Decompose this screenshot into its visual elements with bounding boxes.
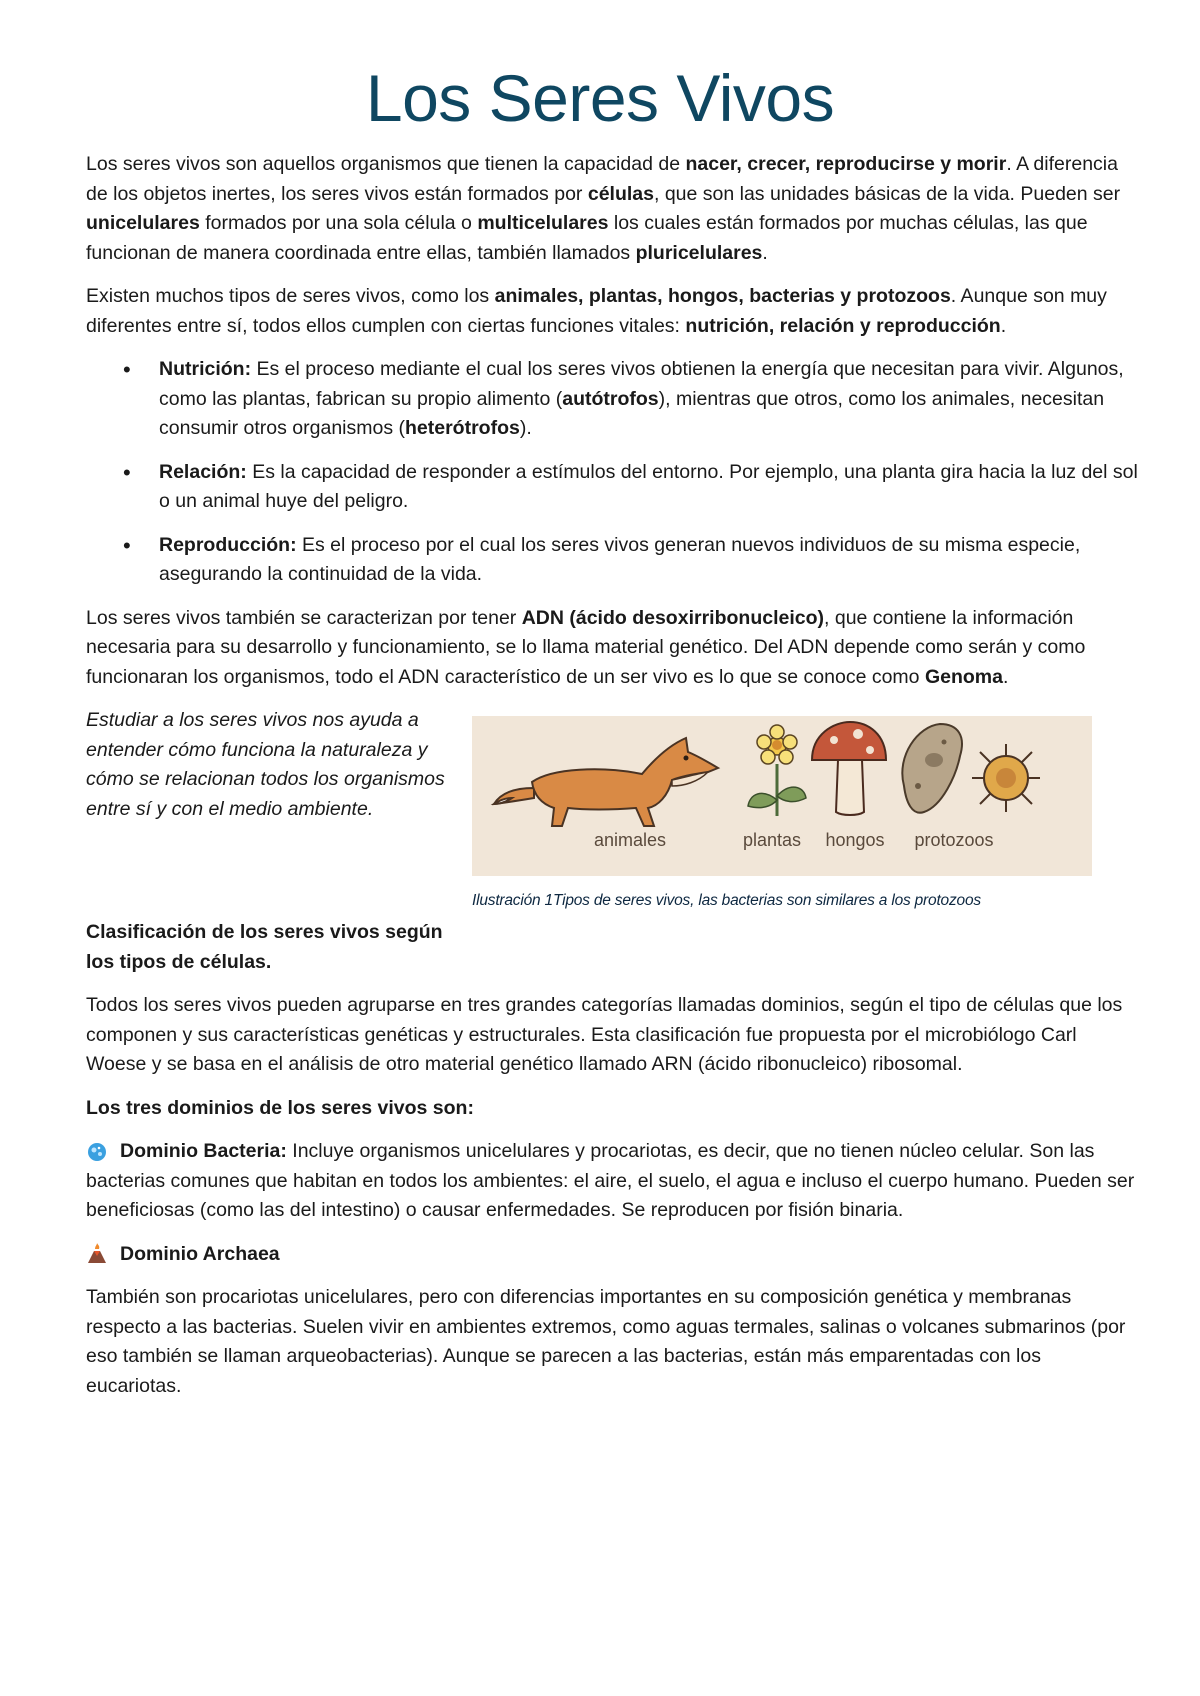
intro-paragraph: Los seres vivos son aquellos organismos que tienen la capacidad de nacer, crecer, reproducirse y morir. A diferencia de los objetos inertes, los seres vivos están formados por células, que son las unidades básicas de la vida. Pueden ser unicelulares formados por una sola célula o multicelulares los cuales están formados por muchas células, las que funcionan de manera coordinada entre ellas, también llamados pluricelulares. [86,153,1121,264]
living-beings-illustration [472,716,1092,876]
domains-heading: Los tres dominios de los seres vivos son: [86,1096,474,1119]
volcano-icon [86,1243,108,1265]
page-title: Los Seres Vivos [365,61,835,135]
protozoa-icon [902,724,962,813]
bacterium-icon [972,744,1040,812]
vital-functions-list [86,355,1138,590]
fox-icon [494,738,718,826]
list-item-relacion: • Relación: Es la capacidad de responder a estímulos del entorno. Por ejemplo, una planta gira hacia la luz del sol o un animal huye del peligro. [159,458,1138,517]
archaea-paragraph: También son procariotas unicelulares, pero con diferencias importantes en su composición genética y membranas respecto a las bacterias. Suelen vivir en ambientes extremos, como aguas termales, salinas o volcanes submarinos (por eso también se llaman arqueobacterias). Aunque se parecen a las bacterias, están más emparentadas con los eucariotas. [86,1286,1126,1397]
types-paragraph: Existen muchos tipos de seres vivos, como los animales, plantas, hongos, bacterias y protozoos. Aunque son muy diferentes entre sí, todos ellos cumplen con ciertas funciones vitales: nutrición, relación y reproducción. [86,285,1107,337]
label-plantas: plantas [742,830,802,850]
flower-icon [748,725,806,816]
figure-caption: Ilustración 1Tipos de seres vivos, las bacterias son similares a los protozoos [472,892,981,909]
label-hongos: hongos [825,830,885,850]
italic-note: Estudiar a los seres vivos nos ayuda a entender cómo funciona la naturaleza y cómo se relacionan todos los organismos entre sí y con el medio ambiente. [86,709,445,820]
domains-intro-paragraph: Todos los seres vivos pueden agruparse en tres grandes categorías llamadas dominios, según el tipo de células que los componen y sus características genéticas y estructurales. Esta clasificación fue propuesta por el microbiólogo Carl Woese y se basa en el análisis de otro material genético llamado ARN (ácido ribonucleico) ribosomal. [86,994,1123,1075]
microbe-icon [86,1141,108,1163]
label-animales: animales [593,830,667,850]
figure-row [86,706,1138,918]
archaea-heading: Dominio Archaea [86,1240,1138,1270]
adn-paragraph: Los seres vivos también se caracterizan por tener ADN (ácido desoxirribonucleico), que contiene la información necesaria para su desarrollo y funcionamiento, se lo llama material genético. Del ADN depende como serán y como funcionaran los organismos, todo el ADN característico de un ser vivo es lo que se conoce como Genoma. [86,606,1086,688]
label-protozoos: protozoos [914,830,994,850]
section-heading: Clasificación de los seres vivos según los tipos de células. [86,921,443,973]
list-item-reproduccion: • Reproducción: Es el proceso por el cual los seres vivos generan nuevos individuos de su misma especie, asegurando la continuidad de la vida. [159,531,1138,590]
mushroom-icon [812,722,886,815]
list-item-nutricion: • Nutrición: Es el proceso mediante el cual los seres vivos obtienen la energía que necesitan para vivir. Algunos, como las plantas, fabrican su propio alimento (autótrofos), mientras que otros, como los animales, necesitan consumir otros organismos (heterótrofos). [159,355,1138,444]
bacteria-paragraph: Dominio Bacteria: Incluye organismos unicelulares y procariotas, es decir, que no tienen núcleo celular. Son las bacterias comunes que habitan en todos los ambientes: el aire, el suelo, el agua e incluso el cuerpo humano. Pueden ser beneficiosas (como las del intestino) o causar enfermedades. Se reproducen por fisión binaria. [86,1140,1135,1221]
document-body [86,150,1138,1415]
